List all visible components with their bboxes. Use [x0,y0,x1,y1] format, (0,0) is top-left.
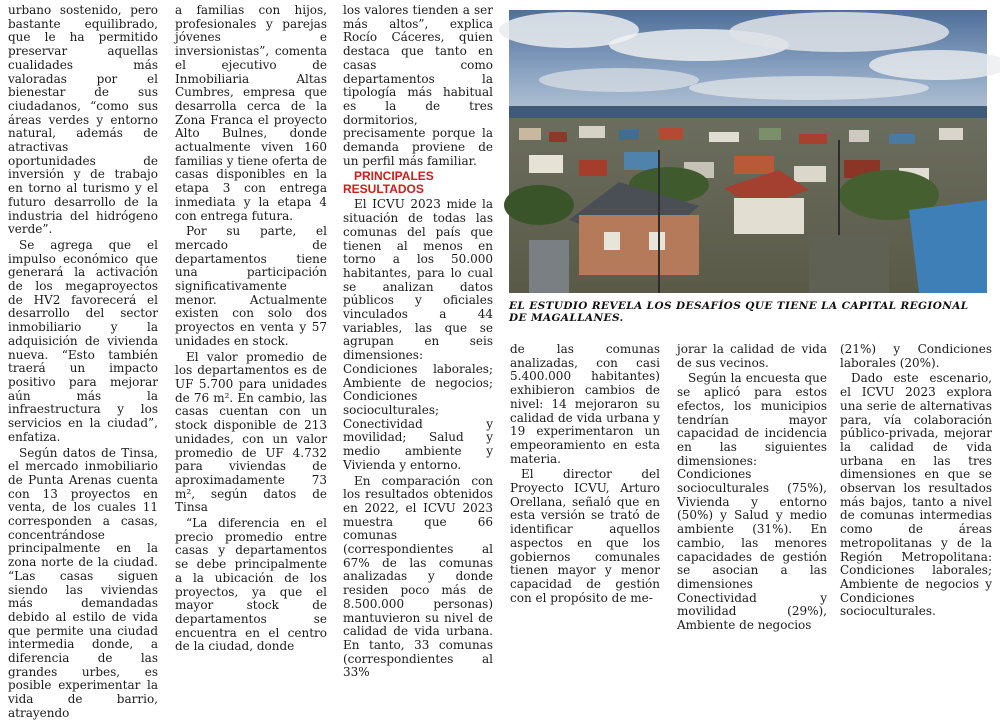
paragraph: los valores tienden a ser más altos”, explica Rocío Cáceres, quien destaca que tanto en casas como departamentos la tipología más habitual es la de tres dormitorios, precisamente porque la demanda proviene de un perfil más familiar. [343,3,493,168]
photo-caption: EL ESTUDIO REVELA LOS DESAFÍOS QUE TIENE LA CAPITAL REGIONAL DE MAGALLANES. [509,300,969,324]
article-bottom-column-3 [840,342,992,619]
paragraph: de las comunas analizadas, con casi 5.400.000 habitantes) exhibieron cambios de nivel: 14 mejoraron su calidad de vida urbana y 19 experimentaron un empeoramiento en esta materia. [510,342,660,466]
section-subheading: PRINCIPALES RESULTADOS [343,169,434,197]
paragraph: El valor promedio de los departamentos es de UF 5.700 para unidades de 76 m². En cambio, las casas cuentan con un stock disponible de 213 unidades, con un valor promedio de UF 4.732 para viviendas de aproximadamente 73 m², según datos de Tinsa [175,349,327,515]
paragraph: Por su parte, el mercado de departamentos tiene una participación significativamente menor. Actualmente existen con solo dos proyectos en venta y 57 unidades en stock. [175,224,327,348]
paragraph: “La diferencia en el precio promedio entre casas y departamentos se debe principalmente a la ubicación de los proyectos, ya que el mayor stock de departamentos se encuentra en el centro de la ciudad, donde [175,516,327,654]
article-bottom-column-2 [677,342,827,633]
paragraph: Dado este escenario, el ICVU 2023 explora una serie de alternativas para, vía colaboración público-privada, mejorar la calidad de vida urbana en las tres dimensiones en que se observan los resultados más bajos, tanto a nivel de comunas intermedias como de áreas metropolitanas y de la Región Metropolitana: Condiciones laborales; Ambiente de negocios y Condiciones socioculturales. [840,371,992,619]
paragraph: En comparación con los resultados obtenidos en 2022, el ICVU 2023 muestra que 66 comunas (correspondientes al 67% de las comunas analizadas y donde residen poco más de 8.500.000 personas) mantuvieron su nivel de calidad de vida urbana. En tanto, 33 comunas (correspondientes al 33% [343,473,493,680]
city-photo [509,10,987,293]
paragraph: jorar la calidad de vida de sus vecinos. [677,342,827,370]
paragraph: a familias con hijos, profesionales y parejas jóvenes e inversionistas”, comenta el ejecutivo de Inmobiliaria Altas Cumbres, empresa que desarrolla cerca de la Zona Franca el proyecto Alto Bulnes, donde actualmente viven 160 familias y tiene oferta de casas disponibles en la etapa 3 con entrega inmediata y la etapa 4 con entrega futura. [175,3,327,223]
article-column-1 [8,3,158,720]
paragraph: Según datos de Tinsa, el mercado inmobiliario de Punta Arenas cuenta con 13 proyectos en venta, de los cuales 11 corresponden a casas, concentrándose principalmente en la zona norte de la ciudad. “Las casas siguen siendo las viviendas más demandadas debido al estilo de vida que permite una ciudad intermedia donde, a diferencia de las grandes urbes, es posible experimentar la vida de barrio, atrayendo [8,445,158,720]
paragraph: El ICVU 2023 mide la situación de todas las comunas del país que tienen al menos en torno a los 50.000 habitantes, para lo cual se analizan datos públicos y oficiales vinculados a 44 variables, las que se agrupan en seis dimensiones: Condiciones laborales; Ambiente de negocios; Condiciones socioculturales; Conectividad y movilidad; Salud y medio ambiente y Vivienda y entorno. [343,197,493,472]
paragraph: El director del Proyecto ICVU, Arturo Orellana, señaló que en esta versión se trató de identificar aquellos aspectos en que los gobiernos comunales tienen mayor y menor capacidad de gestión con el propósito de me- [510,467,660,605]
paragraph: (21%) y Condiciones laborales (20%). [840,342,992,370]
paragraph: Se agrega que el impulso económico que generará la activación de los megaproyectos de HV2 favorecerá el desarrollo del sector inmobiliario y la adquisición de vivienda nueva. “Esto también traerá un impacto positivo para mejorar aún más la infraestructura y los servicios en la ciudad”, enfatiza. [8,237,158,444]
city-photo-illustration [509,10,987,293]
article-column-3 [343,3,493,680]
paragraph: urbano sostenido, pero bastante equilibrado, que le ha permitido preservar aquellas cualidades más valoradas por el bienestar de sus ciudadanos, “como sus áreas verdes y entorno natural, además de atractivas oportunidades de inversión y de trabajo en torno al turismo y el futuro desarrollo de la industria del hidrógeno verde”. [8,3,158,237]
article-column-2 [175,3,327,654]
paragraph: Según la encuesta que se aplicó para estos efectos, los municipios tendrían mayor capacidad de incidencia en las siguientes dimensiones: Condiciones socioculturales (75%), Vivienda y entorno (50%) y Salud y medio ambiente (31%). En cambio, las menores capacidades de gestión se asocian a las dimensiones Conectividad y movilidad (29%), Ambiente de negocios [677,371,827,633]
article-bottom-column-1 [510,342,660,605]
